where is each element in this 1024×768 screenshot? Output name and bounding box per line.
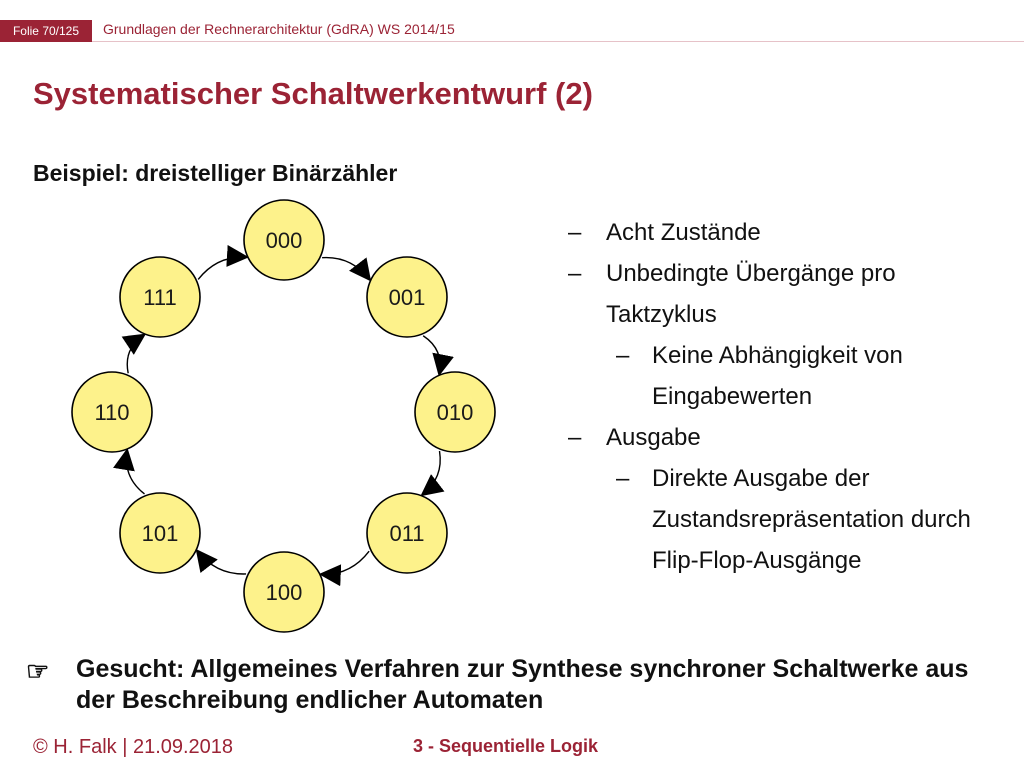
state-label-001: 001 bbox=[388, 285, 426, 310]
summary-note-text: Gesucht: Allgemeines Verfahren zur Synthese synchroner Schaltwerke aus der Beschreibung endlicher Automaten bbox=[76, 655, 969, 714]
state-label-110: 110 bbox=[94, 400, 130, 425]
bullet-list bbox=[568, 212, 996, 581]
state-label-000: 000 bbox=[265, 228, 303, 253]
state-label-111: 111 bbox=[143, 285, 177, 310]
pointing-hand-icon: ☞ bbox=[26, 656, 50, 686]
bullet-item-2 bbox=[568, 335, 996, 417]
header-divider bbox=[92, 41, 1024, 42]
bullet-dash: – bbox=[616, 465, 630, 492]
state-label-101: 101 bbox=[141, 521, 179, 546]
bullet-text: Direkte Ausgabe der Zustandsrepräsentation durch Flip-Flop-Ausgänge bbox=[652, 465, 971, 574]
slide-subtitle: Beispiel: dreistelliger Binärzähler bbox=[33, 160, 398, 186]
transition-arrow-010-011 bbox=[422, 451, 440, 495]
state-label-010: 010 bbox=[436, 400, 474, 425]
bullet-text: Acht Zustände bbox=[606, 219, 761, 246]
transition-arrow-000-001 bbox=[322, 258, 370, 280]
transition-arrow-110-111 bbox=[127, 335, 144, 373]
transition-arrow-101-110 bbox=[126, 450, 144, 494]
summary-note bbox=[26, 654, 986, 716]
bullet-text: Unbedingte Übergänge pro Taktzyklus bbox=[606, 260, 896, 328]
transition-arrow-111-000 bbox=[198, 257, 247, 279]
bullet-dash: – bbox=[616, 342, 630, 369]
bullet-dash: – bbox=[568, 219, 582, 246]
state-label-011: 011 bbox=[389, 521, 425, 546]
course-title: Grundlagen der Rechnerarchitektur (GdRA) WS 2014/15 bbox=[103, 21, 455, 37]
bullet-text: Keine Abhängigkeit von Eingabewerten bbox=[652, 342, 903, 410]
bullet-item-0 bbox=[568, 212, 996, 253]
state-diagram bbox=[0, 195, 520, 640]
slide-number-badge: Folie 70/125 bbox=[0, 20, 92, 42]
transition-arrow-011-100 bbox=[321, 551, 369, 574]
state-label-100: 100 bbox=[265, 580, 303, 605]
transition-arrow-001-010 bbox=[423, 336, 440, 374]
bullet-text: Ausgabe bbox=[606, 424, 701, 451]
bullet-dash: – bbox=[568, 424, 582, 451]
state-nodes bbox=[72, 200, 495, 632]
bullet-dash: – bbox=[568, 260, 582, 287]
slide-title: Systematischer Schaltwerkentwurf (2) bbox=[33, 76, 593, 111]
footer-chapter: 3 - Sequentielle Logik bbox=[413, 736, 599, 756]
bullet-item-3 bbox=[568, 417, 996, 458]
bullet-item-4 bbox=[568, 458, 996, 581]
bullet-item-1 bbox=[568, 253, 996, 335]
footer-author: © H. Falk | 21.09.2018 bbox=[33, 736, 234, 758]
transition-arrow-100-101 bbox=[197, 551, 246, 574]
